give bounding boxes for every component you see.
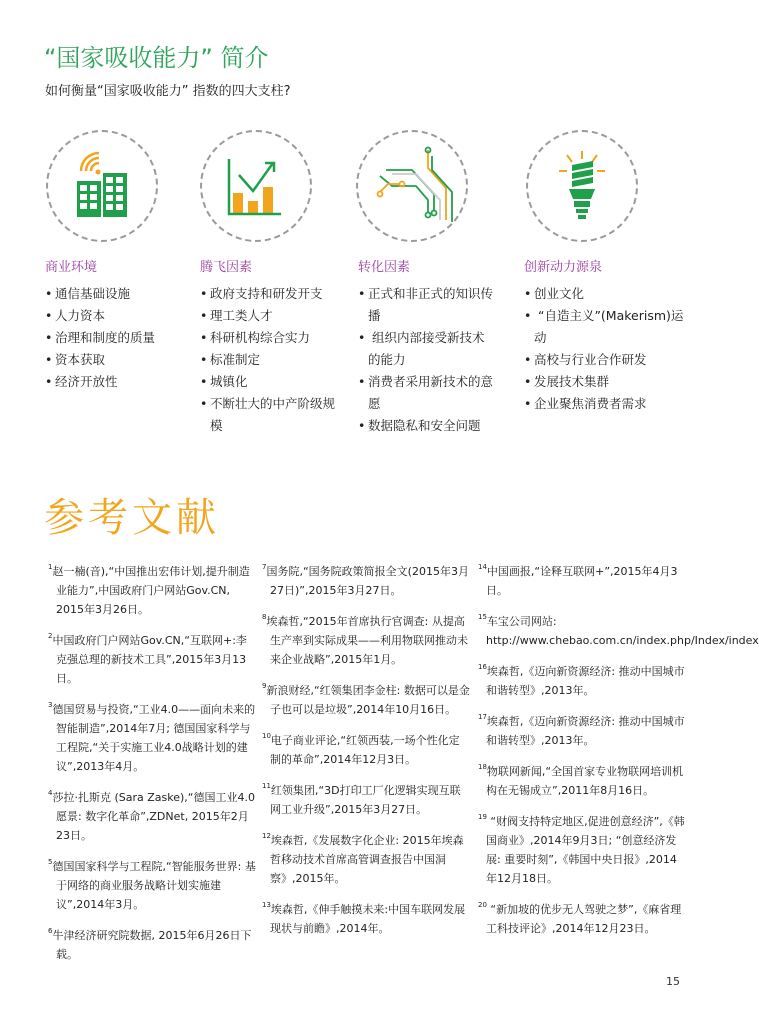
pillar-takeoff-factors <box>200 256 340 437</box>
pillar-heading: 转化因素 <box>358 260 411 275</box>
bar-chart-trend-icon <box>200 130 312 242</box>
list-item: • 消费者采用新技术的意愿 <box>358 371 496 415</box>
reference-number: 10 <box>262 732 271 740</box>
reference-item <box>262 900 470 938</box>
list-item: • “自造主义”(Makerism)运动 <box>524 305 684 349</box>
references-column-1 <box>48 562 256 976</box>
reference-item <box>478 812 686 888</box>
reference-number: 7 <box>262 563 267 571</box>
reference-item <box>48 788 256 845</box>
list-item: • 企业聚焦消费者需求 <box>524 393 684 415</box>
references-title: 参考文献 <box>44 495 220 541</box>
reference-number: 4 <box>48 789 53 797</box>
list-item: • 发展技术集群 <box>524 371 684 393</box>
reference-number: 20 <box>478 901 487 909</box>
reference-number: 17 <box>478 713 487 721</box>
reference-item <box>262 612 470 669</box>
reference-item <box>478 762 686 800</box>
list-item: • 通信基础设施 <box>45 283 205 305</box>
reference-number: 6 <box>48 927 53 935</box>
pillar-business-environment <box>45 256 205 393</box>
reference-text: 物联网新闻,“全国首家专业物联网培训机构在无锡成立”,2011年8月16日。 <box>486 765 684 797</box>
list-item: • 资本获取 <box>45 349 205 371</box>
reference-number: 12 <box>262 832 271 840</box>
page-number: 15 <box>666 975 680 988</box>
pillar-heading: 商业环境 <box>45 260 98 275</box>
reference-item <box>262 562 470 600</box>
pillar-innovation-drivers <box>524 256 684 415</box>
reference-text: 埃森哲,《迈向新资源经济: 推动中国城市和谐转型》,2013年。 <box>486 715 685 747</box>
reference-item <box>262 781 470 819</box>
reference-text: 莎拉·扎斯克 (Sara Zaske),“德国工业4.0愿景: 数字化革命”,ZDNet, 2015年2月23日。 <box>52 791 255 842</box>
reference-text: “财阀支持特定地区,促进创意经济”,《韩国商业》,2014年9月3日; “创意经济发展: 重要时刻”,《韩国中央日报》,2014年12月18日。 <box>486 815 685 885</box>
reference-text: 埃森哲,《伸手触摸未来:中国车联网发展现状与前瞻》,2014年。 <box>270 903 466 935</box>
reference-number: 9 <box>262 682 267 690</box>
references-column-2 <box>262 562 470 950</box>
references-column-3 <box>478 562 759 950</box>
reference-text: 电子商业评论,“红领西装,一场个性化定制的革命”,2014年12月3日。 <box>270 734 460 766</box>
circuit-icon <box>356 130 468 242</box>
reference-number: 1 <box>48 563 53 571</box>
reference-number: 2 <box>48 632 53 640</box>
list-item: • 政府支持和研发开支 <box>200 283 340 305</box>
list-item: • 创业文化 <box>524 283 684 305</box>
list-item: • 人力资本 <box>45 305 205 327</box>
reference-number: 18 <box>478 763 487 771</box>
reference-item <box>48 857 256 914</box>
reference-text: 红领集团,“3D打印工厂化逻辑实现互联网工业升级”,2015年3月27日。 <box>270 784 461 816</box>
reference-text: 赵一楠(音),“中国推出宏伟计划,提升制造业能力”,中国政府门户网站Gov.CN, 2015年3月26日。 <box>52 565 250 616</box>
reference-text: 牛津经济研究院数据, 2015年6月26日下载。 <box>52 929 252 961</box>
reference-text: 埃森哲,“2015年首席执行官调查: 从提高生产率到实际成果——利用物联网推动未来企业战略”,2015年1月。 <box>266 615 468 666</box>
reference-text: 车宝公司网站: http://www.chebao.com.cn/index.php/Index/index <box>486 615 759 647</box>
reference-item <box>48 631 256 688</box>
list-item: • 高校与行业合作研发 <box>524 349 684 371</box>
building-wifi-icon <box>46 130 158 242</box>
reference-number: 15 <box>478 613 487 621</box>
reference-text: 德国国家科学与工程院,“智能服务世界: 基于网络的商业服务战略计划实施建议”,2014年3月。 <box>52 860 256 911</box>
reference-number: 11 <box>262 782 271 790</box>
reference-item <box>262 831 470 888</box>
reference-item <box>48 700 256 776</box>
page-title: “国家吸收能力” 简介 <box>44 44 269 72</box>
list-item: • 治理和制度的质量 <box>45 327 205 349</box>
reference-item <box>262 731 470 769</box>
reference-text: 中国画报,“诠释互联网+”,2015年4月3日。 <box>486 565 678 597</box>
list-item: • 理工类人才 <box>200 305 340 327</box>
reference-text: 国务院,“国务院政策简报全文(2015年3月27日)”,2015年3月27日。 <box>266 565 469 597</box>
pillar-heading: 腾飞因素 <box>200 260 253 275</box>
reference-number: 3 <box>48 701 53 709</box>
reference-number: 5 <box>48 858 53 866</box>
reference-number: 19 <box>478 813 487 821</box>
reference-number: 8 <box>262 613 267 621</box>
reference-text: 埃森哲,《发展数字化企业: 2015年埃森哲移动技术首席高管调查报告中国洞察》,2015年。 <box>270 834 464 885</box>
list-item: • 科研机构综合实力 <box>200 327 340 349</box>
pillar-heading: 创新动力源泉 <box>524 260 603 275</box>
reference-item <box>478 612 759 650</box>
list-item: • 经济开放性 <box>45 371 205 393</box>
reference-item <box>48 926 256 964</box>
reference-text: 新浪财经,“红领集团李金柱: 数据可以是金子也可以是垃圾”,2014年10月16日。 <box>266 684 470 716</box>
reference-item <box>48 562 256 619</box>
reference-item <box>478 712 686 750</box>
lightbulb-icon <box>526 130 638 242</box>
reference-number: 14 <box>478 563 487 571</box>
reference-item <box>478 662 686 700</box>
pillar-transformation-factors <box>358 256 496 437</box>
list-item: • 数据隐私和安全问题 <box>358 415 496 437</box>
reference-item <box>478 562 686 600</box>
list-item: • 组织内部接受新技术的能力 <box>358 327 496 371</box>
reference-number: 13 <box>262 901 271 909</box>
reference-text: “新加坡的优步无人驾驶之梦”,《麻省理工科技评论》,2014年12月23日。 <box>486 903 682 935</box>
reference-text: 埃森哲,《迈向新资源经济: 推动中国城市和谐转型》,2013年。 <box>486 665 685 697</box>
reference-item <box>478 900 686 938</box>
reference-text: 中国政府门户网站Gov.CN,“互联网+:李克强总理的新技术工具”,2015年3月13日。 <box>52 634 247 685</box>
list-item: • 标准制定 <box>200 349 340 371</box>
reference-text: 德国贸易与投资,“工业4.0——面向未来的智能制造”,2014年7月; 德国国家科学与工程院,“关于实施工业4.0战略计划的建议”,2013年4月。 <box>52 703 256 773</box>
subtitle: 如何衡量“国家吸收能力” 指数的四大支柱? <box>45 84 291 99</box>
list-item: • 正式和非正式的知识传播 <box>358 283 496 327</box>
reference-number: 16 <box>478 663 487 671</box>
list-item: • 城镇化 <box>200 371 340 393</box>
reference-item <box>262 681 470 719</box>
list-item: • 不断壮大的中产阶级规模 <box>200 393 340 437</box>
